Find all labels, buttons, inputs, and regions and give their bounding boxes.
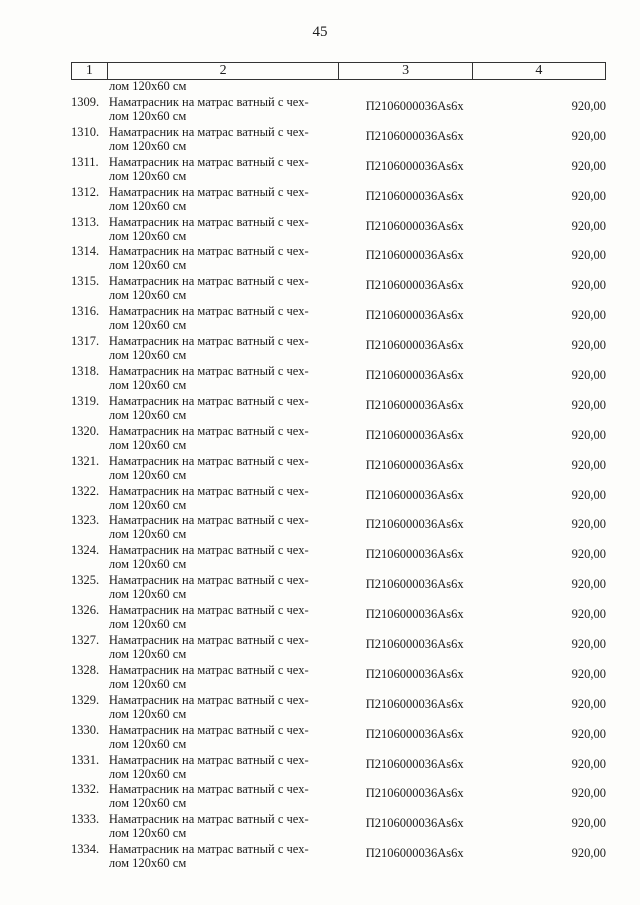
inventory-code: П2106000036Аs6х xyxy=(365,846,464,861)
item-price: 920,00 xyxy=(571,487,606,502)
description-line-1: Наматрасник на матрас ватный с чех- xyxy=(108,603,309,618)
description-line-1: Наматрасник на матрас ватный с чех- xyxy=(108,453,309,468)
description-line-2: лом 120х60 см xyxy=(108,676,187,691)
description-line-2: лом 120х60 см xyxy=(108,497,187,512)
table-row xyxy=(71,122,606,152)
description-line-1: Наматрасник на матрас ватный с чех- xyxy=(108,304,309,319)
row-number: 1327. xyxy=(71,633,100,648)
table-row xyxy=(71,361,606,391)
description-line-2: лом 120х60 см xyxy=(108,407,187,422)
inventory-code: П2106000036Аs6х xyxy=(365,128,464,143)
description-line-1: Наматрасник на матрас ватный с чех- xyxy=(108,722,309,737)
inventory-code: П2106000036Аs6х xyxy=(365,248,464,263)
item-price: 920,00 xyxy=(571,278,606,293)
item-price: 920,00 xyxy=(571,547,606,562)
item-description xyxy=(107,301,340,331)
item-price: 920,00 xyxy=(571,846,606,861)
item-description xyxy=(107,630,340,660)
description-line-1: Наматрасник на матрас ватный с чех- xyxy=(108,513,309,528)
item-description xyxy=(107,182,340,212)
description-line-2: лом 120х60 см xyxy=(108,228,187,243)
table-row xyxy=(71,779,606,809)
column-header-4: 4 xyxy=(473,63,606,79)
row-number: 1318. xyxy=(71,364,100,379)
row-number: 1322. xyxy=(71,483,100,498)
item-price: 920,00 xyxy=(571,397,606,412)
item-price: 920,00 xyxy=(571,158,606,173)
row-number: 1319. xyxy=(71,393,100,408)
row-number: 1334. xyxy=(71,842,100,857)
item-description xyxy=(107,540,340,570)
item-price: 920,00 xyxy=(571,726,606,741)
inventory-code: П2106000036Аs6х xyxy=(365,457,464,472)
item-description xyxy=(107,152,340,182)
table-header xyxy=(71,62,606,80)
inventory-code: П2106000036Аs6х xyxy=(365,816,464,831)
description-line-2: лом 120х60 см xyxy=(108,348,187,363)
table-row xyxy=(71,451,606,481)
description-line-2: лом 120х60 см xyxy=(108,856,187,871)
row-number: 1309. xyxy=(71,95,100,109)
row-number: 1311. xyxy=(71,154,99,169)
table-row xyxy=(71,271,606,301)
inventory-code: П2106000036Аs6х xyxy=(365,397,464,412)
table-body xyxy=(71,92,606,869)
inventory-code: П2106000036Аs6х xyxy=(365,756,464,771)
row-number: 1313. xyxy=(71,214,100,229)
row-number: 1326. xyxy=(71,603,100,618)
inventory-code: П2106000036Аs6х xyxy=(365,218,464,233)
table-row xyxy=(71,660,606,690)
description-line-1: Наматрасник на матрас ватный с чех- xyxy=(108,573,309,588)
inventory-code: П2106000036Аs6х xyxy=(365,308,464,323)
column-header-3: 3 xyxy=(339,63,472,79)
inventory-code: П2106000036Аs6х xyxy=(365,577,464,592)
row-number: 1321. xyxy=(71,453,100,468)
description-line-1: Наматрасник на матрас ватный с чех- xyxy=(108,423,309,438)
item-description xyxy=(107,690,340,720)
item-price: 920,00 xyxy=(571,816,606,831)
row-number: 1310. xyxy=(71,124,100,139)
item-price: 920,00 xyxy=(571,218,606,233)
inventory-code: П2106000036Аs6х xyxy=(365,338,464,353)
table-row xyxy=(71,750,606,780)
description-line-2: лом 120х60 см xyxy=(108,168,187,183)
row-number: 1333. xyxy=(71,812,100,827)
item-price: 920,00 xyxy=(571,696,606,711)
item-description xyxy=(107,122,340,152)
continuation-text: лом 120х60 см xyxy=(109,79,187,93)
description-line-1: Наматрасник на матрас ватный с чех- xyxy=(108,692,309,707)
inventory-code: П2106000036Аs6х xyxy=(365,188,464,203)
inventory-code: П2106000036Аs6х xyxy=(365,547,464,562)
table-row xyxy=(71,481,606,511)
item-price: 920,00 xyxy=(571,427,606,442)
description-line-1: Наматрасник на матрас ватный с чех- xyxy=(108,662,309,677)
inventory-code: П2106000036Аs6х xyxy=(365,666,464,681)
inventory-code: П2106000036Аs6х xyxy=(365,696,464,711)
item-price: 920,00 xyxy=(571,517,606,532)
description-line-1: Наматрасник на матрас ватный с чех- xyxy=(108,393,309,408)
description-line-2: лом 120х60 см xyxy=(108,198,187,213)
row-number: 1317. xyxy=(71,334,100,349)
inventory-code: П2106000036Аs6х xyxy=(365,278,464,293)
description-line-2: лом 120х60 см xyxy=(108,736,187,751)
description-line-1: Наматрасник на матрас ватный с чех- xyxy=(108,483,309,498)
item-price: 920,00 xyxy=(571,786,606,801)
item-description xyxy=(107,391,340,421)
table-row xyxy=(71,421,606,451)
description-line-2: лом 120х60 см xyxy=(108,288,187,303)
item-price: 920,00 xyxy=(571,666,606,681)
inventory-code: П2106000036Аs6х xyxy=(365,427,464,442)
table-row xyxy=(71,839,606,869)
table-row xyxy=(71,540,606,570)
row-number: 1332. xyxy=(71,782,100,797)
item-description xyxy=(107,510,340,540)
item-price: 920,00 xyxy=(571,637,606,652)
description-line-1: Наматрасник на матрас ватный с чех- xyxy=(108,274,309,289)
column-header-2: 2 xyxy=(108,63,340,79)
item-description xyxy=(107,212,340,242)
table-row xyxy=(71,331,606,361)
table-row xyxy=(71,92,606,122)
description-line-2: лом 120х60 см xyxy=(108,796,187,811)
description-line-1: Наматрасник на матрас ватный с чех- xyxy=(108,543,309,558)
item-price: 920,00 xyxy=(571,368,606,383)
table-row xyxy=(71,690,606,720)
item-description xyxy=(107,750,340,780)
item-price: 920,00 xyxy=(571,248,606,263)
item-description xyxy=(107,361,340,391)
item-description xyxy=(107,660,340,690)
inventory-code: П2106000036Аs6х xyxy=(365,607,464,622)
row-number: 1316. xyxy=(71,304,100,319)
description-line-2: лом 120х60 см xyxy=(108,617,187,632)
item-price: 920,00 xyxy=(571,99,606,113)
inventory-table xyxy=(71,62,606,869)
description-line-1: Наматрасник на матрас ватный с чех- xyxy=(108,812,309,827)
row-number: 1325. xyxy=(71,573,100,588)
row-number: 1328. xyxy=(71,662,100,677)
description-line-2: лом 120х60 см xyxy=(108,109,187,123)
row-number: 1315. xyxy=(71,274,100,289)
item-description xyxy=(107,481,340,511)
item-description xyxy=(107,271,340,301)
item-description xyxy=(107,839,340,869)
description-line-2: лом 120х60 см xyxy=(108,557,187,572)
table-row xyxy=(71,391,606,421)
item-description xyxy=(107,92,340,122)
description-line-1: Наматрасник на матрас ватный с чех- xyxy=(108,184,309,199)
item-price: 920,00 xyxy=(571,338,606,353)
page-number: 45 xyxy=(312,24,328,40)
item-price: 920,00 xyxy=(571,607,606,622)
table-row xyxy=(71,241,606,271)
description-line-1: Наматрасник на матрас ватный с чех- xyxy=(108,782,309,797)
description-line-2: лом 120х60 см xyxy=(108,437,187,452)
inventory-code: П2106000036Аs6х xyxy=(365,786,464,801)
item-description xyxy=(107,570,340,600)
inventory-code: П2106000036Аs6х xyxy=(365,517,464,532)
table-row xyxy=(71,510,606,540)
table-row xyxy=(71,600,606,630)
table-row xyxy=(71,212,606,242)
item-price: 920,00 xyxy=(571,188,606,203)
description-line-2: лом 120х60 см xyxy=(108,258,187,273)
description-line-1: Наматрасник на матрас ватный с чех- xyxy=(108,244,309,259)
row-number: 1312. xyxy=(71,184,100,199)
item-description xyxy=(107,720,340,750)
item-price: 920,00 xyxy=(571,308,606,323)
table-row xyxy=(71,182,606,212)
item-description xyxy=(107,809,340,839)
table-row xyxy=(71,152,606,182)
description-line-2: лом 120х60 см xyxy=(108,647,187,662)
table-row xyxy=(71,809,606,839)
row-number: 1323. xyxy=(71,513,100,528)
row-number: 1314. xyxy=(71,244,100,259)
description-line-1: Наматрасник на матрас ватный с чех- xyxy=(108,95,309,109)
column-header-1: 1 xyxy=(72,63,108,79)
description-line-2: лом 120х60 см xyxy=(108,587,187,602)
row-number: 1320. xyxy=(71,423,100,438)
inventory-code: П2106000036Аs6х xyxy=(365,726,464,741)
table-row xyxy=(71,570,606,600)
inventory-code: П2106000036Аs6х xyxy=(365,637,464,652)
description-line-2: лом 120х60 см xyxy=(108,527,187,542)
item-description xyxy=(107,779,340,809)
row-number: 1324. xyxy=(71,543,100,558)
description-line-2: лом 120х60 см xyxy=(108,318,187,333)
item-description xyxy=(107,331,340,361)
description-line-1: Наматрасник на матрас ватный с чех- xyxy=(108,214,309,229)
description-line-2: лом 120х60 см xyxy=(108,378,187,393)
table-row xyxy=(71,720,606,750)
description-line-1: Наматрасник на матрас ватный с чех- xyxy=(108,124,309,139)
row-number: 1329. xyxy=(71,692,100,707)
description-line-1: Наматрасник на матрас ватный с чех- xyxy=(108,364,309,379)
item-description xyxy=(107,600,340,630)
row-number: 1330. xyxy=(71,722,100,737)
description-line-2: лом 120х60 см xyxy=(108,467,187,482)
item-price: 920,00 xyxy=(571,457,606,472)
description-line-2: лом 120х60 см xyxy=(108,706,187,721)
inventory-code: П2106000036Аs6х xyxy=(365,99,464,113)
item-description xyxy=(107,451,340,481)
item-description xyxy=(107,421,340,451)
item-price: 920,00 xyxy=(571,577,606,592)
inventory-code: П2106000036Аs6х xyxy=(365,368,464,383)
description-line-2: лом 120х60 см xyxy=(108,766,187,781)
inventory-code: П2106000036Аs6х xyxy=(365,487,464,502)
item-description xyxy=(107,241,340,271)
description-line-2: лом 120х60 см xyxy=(108,826,187,841)
description-line-1: Наматрасник на матрас ватный с чех- xyxy=(108,154,309,169)
table-row xyxy=(71,301,606,331)
description-line-1: Наматрасник на матрас ватный с чех- xyxy=(108,633,309,648)
description-line-1: Наматрасник на матрас ватный с чех- xyxy=(108,752,309,767)
description-line-1: Наматрасник на матрас ватный с чех- xyxy=(108,334,309,349)
inventory-code: П2106000036Аs6х xyxy=(365,158,464,173)
table-row xyxy=(71,630,606,660)
item-price: 920,00 xyxy=(571,128,606,143)
row-number: 1331. xyxy=(71,752,100,767)
description-line-2: лом 120х60 см xyxy=(108,138,187,153)
item-price: 920,00 xyxy=(571,756,606,771)
description-line-1: Наматрасник на матрас ватный с чех- xyxy=(108,842,309,857)
